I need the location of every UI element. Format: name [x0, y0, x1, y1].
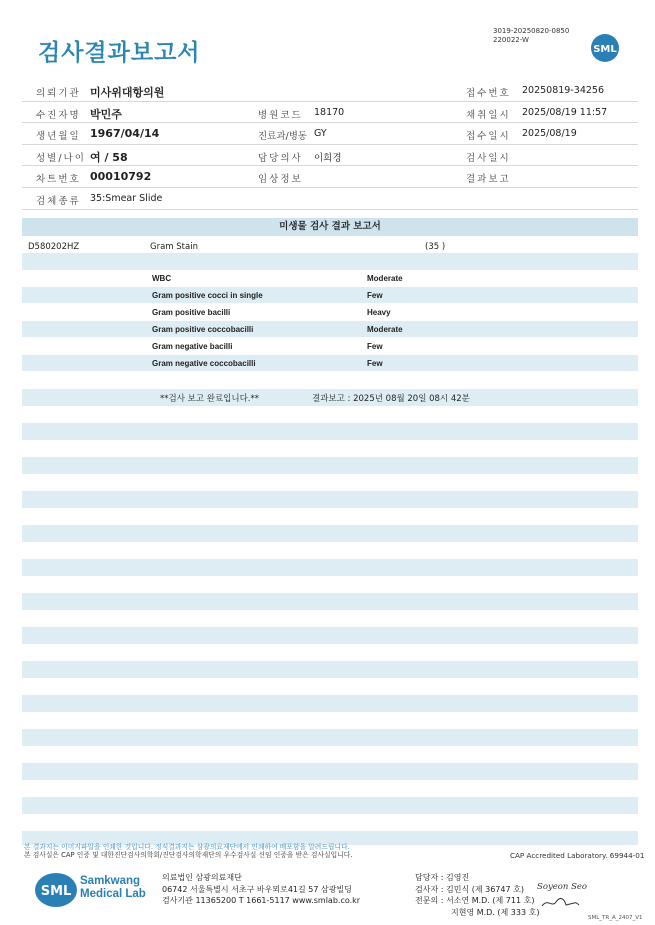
result-item: Gram positive coccobacilli: [152, 325, 254, 334]
info-row: [22, 166, 638, 188]
result-value: Few: [367, 342, 383, 351]
info-row: [22, 80, 638, 102]
result-value: Heavy: [367, 308, 391, 317]
tester-name: 김민식 (제 36747 호): [445, 884, 524, 894]
result-item: Gram negative coccobacilli: [152, 359, 256, 368]
result-item: Gram negative bacilli: [152, 342, 233, 351]
table-band: [22, 627, 638, 644]
table-band: [22, 423, 638, 440]
table-band: [22, 253, 638, 270]
cap-accreditation: CAP Accredited Laboratory. 69944-01: [510, 851, 645, 860]
dob-label: 생년월일: [36, 131, 81, 143]
manager-name: 김영진: [445, 873, 470, 882]
test-count: (35 ): [425, 242, 446, 252]
patient-value: 박민주: [90, 107, 122, 121]
result-value: Moderate: [367, 274, 403, 283]
table-band: [22, 695, 638, 712]
report-time: 결과보고 : 2025년 08월 20일 08시 42분: [312, 394, 470, 404]
table-band: [22, 763, 638, 780]
info-row: [22, 145, 638, 167]
chart-value: 00010792: [90, 170, 152, 184]
result-item: Gram positive bacilli: [152, 308, 231, 317]
patient-label: 수진자명: [36, 109, 81, 121]
form-code: SML_TR_A_2407_V1: [588, 915, 643, 921]
institution-label: 의뢰기관: [36, 88, 81, 99]
receipt-no-label: 접수번호: [466, 88, 511, 99]
page-title: 검사결과보고서: [38, 40, 201, 66]
specimen-value: 35:Smear Slide: [90, 192, 163, 204]
result-value: Few: [367, 291, 383, 300]
table-band: [22, 287, 638, 303]
footer-logo-line2: Medical Lab: [80, 888, 146, 900]
completion-message: **검사 보고 완료입니다.**: [160, 394, 260, 404]
receipt-date-value: 2025/08/19: [522, 128, 577, 140]
dept-label: 진료과/병동: [258, 131, 308, 143]
sex-age-value: 여 / 58: [90, 150, 128, 164]
dept-value: GY: [314, 128, 327, 140]
specimen-label: 검체종류: [36, 195, 81, 207]
signature-scribble-icon: [540, 896, 580, 910]
result-item: Gram positive cocci in single: [152, 291, 263, 300]
table-band: [22, 457, 638, 474]
tester-label: 검사자 :: [415, 884, 444, 894]
hospital-code-value: 18170: [314, 106, 345, 118]
document-id-line1: 3019-20250820-0850: [493, 27, 570, 35]
table-band: [22, 661, 638, 678]
footer-logo-text: [80, 875, 146, 901]
footer-logo: [34, 872, 146, 908]
expert1-name: 서소연 M.D. (제 711 호): [445, 896, 535, 905]
signature: Soyeon Seo: [537, 882, 588, 892]
footer-logo-line1: Samkwang: [80, 875, 141, 887]
receipt-date-label: 접수일시: [466, 131, 511, 143]
table-band: [22, 491, 638, 508]
collect-label: 채취일시: [466, 109, 511, 121]
expert-label: 전문의 :: [415, 896, 444, 905]
test-name: Gram Stain: [150, 242, 198, 252]
result-value: Few: [367, 359, 383, 368]
table-band: [22, 797, 638, 814]
staff-info: [415, 872, 539, 918]
table-band: [22, 593, 638, 610]
organization-info: [162, 872, 360, 907]
info-row: [22, 188, 638, 210]
report-label: 결과보고: [466, 174, 511, 186]
test-code: D580202HZ: [28, 242, 80, 252]
sex-age-label: 성별/나이: [36, 152, 86, 164]
patient-info-table: [22, 80, 638, 210]
footnote: [24, 843, 352, 859]
chart-label: 차트번호: [36, 174, 81, 186]
footnote-accreditation: 본 검사실은 CAP 인증 및 대한진단검사의학회/진단검사의학재단의 우수검사실 신임 인증을 받은 검사실입니다.: [24, 851, 353, 859]
table-band: [22, 525, 638, 542]
dob-value: 1967/04/14: [90, 127, 160, 141]
info-row: [22, 123, 638, 145]
footer-logo-short: SML: [40, 884, 72, 899]
org-address: 06742 서울특별시 서초구 바우뫼로41길 57 삼광빌딩: [162, 884, 352, 894]
logo-text: SML: [593, 44, 617, 55]
hospital-code-label: 병원코드: [258, 109, 303, 121]
table-band: [22, 321, 638, 337]
doctor-label: 담당의사: [258, 152, 303, 164]
receipt-no-value: 20250819-34256: [522, 85, 605, 96]
result-item: WBC: [152, 274, 172, 283]
table-band: [22, 355, 638, 371]
document-id: [493, 27, 569, 45]
manager-label: 담당자 :: [415, 873, 444, 882]
org-contact: 검사기관 11365200 T 1661-5117 www.smlab.co.kr: [162, 896, 361, 905]
institution-value: 미사위대항의원: [90, 86, 165, 99]
collect-value: 2025/08/19 11:57: [522, 106, 608, 118]
info-row: [22, 102, 638, 124]
org-name: 의료법인 삼광의료재단: [162, 873, 242, 882]
result-value: Moderate: [367, 325, 403, 334]
doctor-value: 이희경: [314, 152, 342, 164]
section-title: 미생물 검사 결과 보고서: [22, 218, 638, 236]
sml-logo-icon: [588, 33, 622, 63]
clinical-label: 임상정보: [258, 174, 303, 186]
expert2-name: 지현영 M.D. (제 333 호): [451, 907, 540, 917]
footnote-image-notice: 본 결과지는 이미지파일을 인쇄한 것입니다. 정식결과지는 삼광의료재단에서 인쇄하여 배포함을 알려드립니다.: [24, 843, 350, 851]
table-band: [22, 559, 638, 576]
test-date-label: 검사일시: [466, 152, 511, 164]
document-id-line2: 220022-W: [493, 36, 529, 44]
table-band: [22, 729, 638, 746]
sml-footer-logo-icon: [34, 872, 78, 908]
